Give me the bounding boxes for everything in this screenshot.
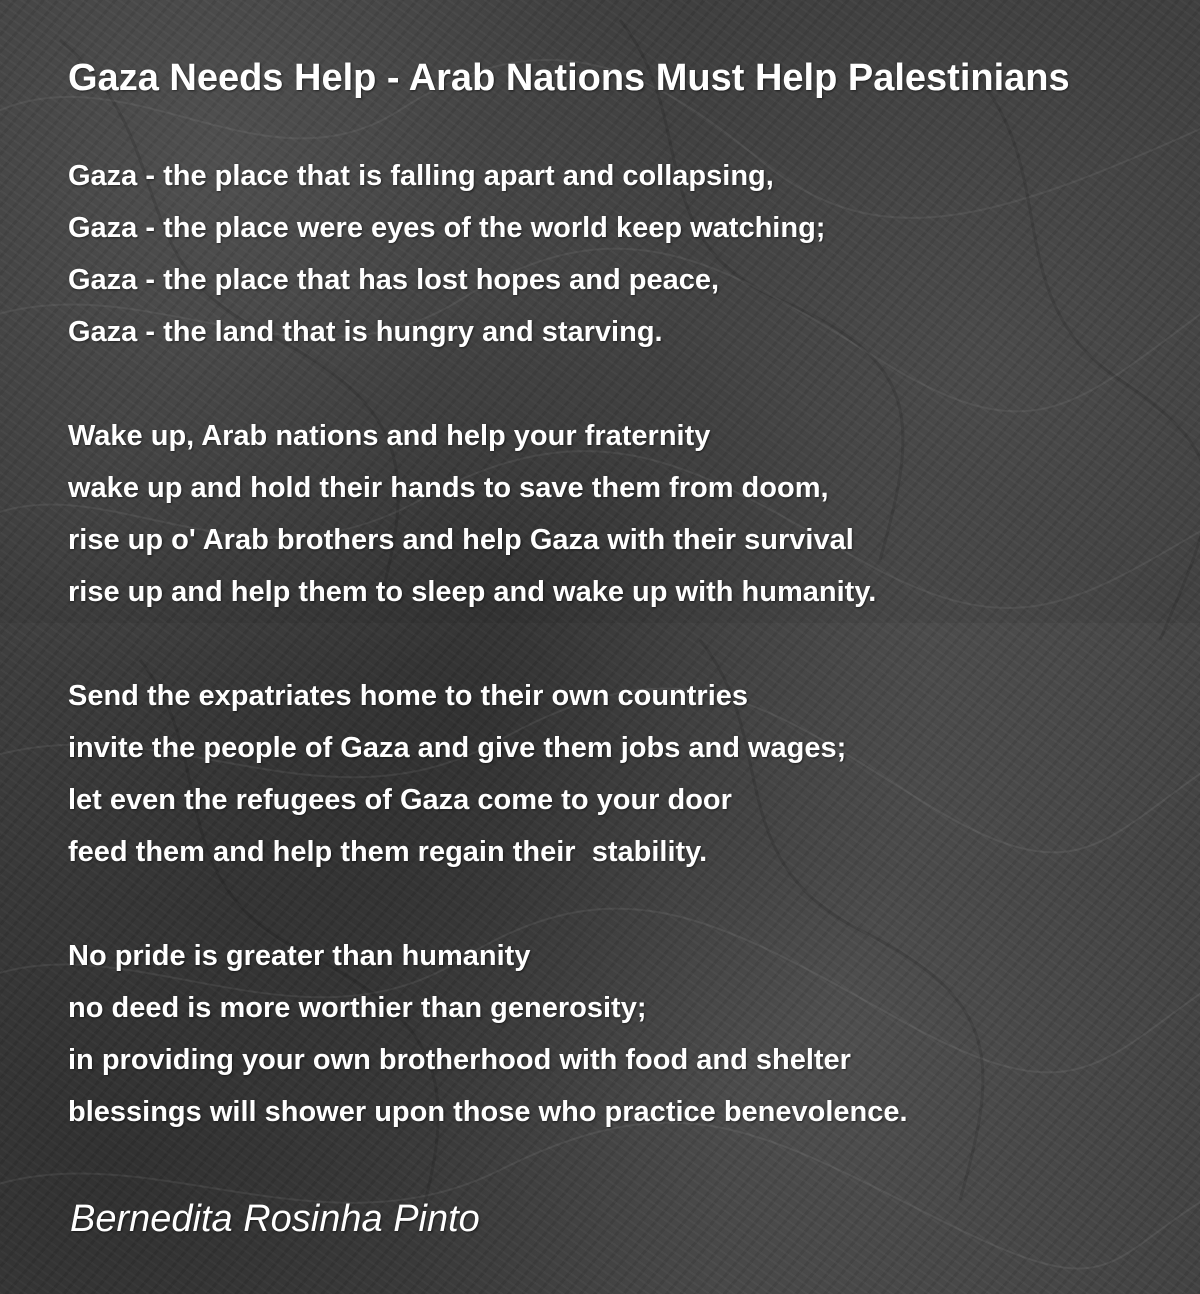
poem-line: invite the people of Gaza and give them jobs and wages;	[68, 732, 847, 764]
poem-line: Gaza - the land that is hungry and starving.	[68, 316, 663, 348]
stanza-1	[68, 150, 1178, 358]
stanza-2	[68, 410, 1178, 618]
poem-line: no deed is more worthier than generosity;	[68, 992, 647, 1024]
poem-line: Wake up, Arab nations and help your fraternity	[68, 420, 711, 452]
poem-author: Bernedita Rosinha Pinto	[70, 1198, 480, 1240]
poem-title: Gaza Needs Help - Arab Nations Must Help Palestinians	[68, 57, 1070, 99]
poem-line: rise up o' Arab brothers and help Gaza with their survival	[68, 524, 854, 556]
stanza-4	[68, 930, 1178, 1138]
poem-line: No pride is greater than humanity	[68, 940, 531, 972]
poem-line: in providing your own brotherhood with food and shelter	[68, 1044, 851, 1076]
poem-line: feed them and help them regain their stability.	[68, 836, 708, 868]
poem-line: wake up and hold their hands to save them from doom,	[68, 472, 829, 504]
poem-line: rise up and help them to sleep and wake up with humanity.	[68, 576, 877, 608]
poem-line: blessings will shower upon those who practice benevolence.	[68, 1096, 908, 1128]
poem-line: Gaza - the place that is falling apart and collapsing,	[68, 160, 774, 192]
stanza-3	[68, 670, 1178, 878]
poem-line: let even the refugees of Gaza come to your door	[68, 784, 732, 816]
poem-line: Send the expatriates home to their own countries	[68, 680, 749, 712]
poem-line: Gaza - the place that has lost hopes and peace,	[68, 264, 720, 296]
poem-body	[68, 150, 1178, 1190]
poem-line: Gaza - the place were eyes of the world keep watching;	[68, 212, 826, 244]
